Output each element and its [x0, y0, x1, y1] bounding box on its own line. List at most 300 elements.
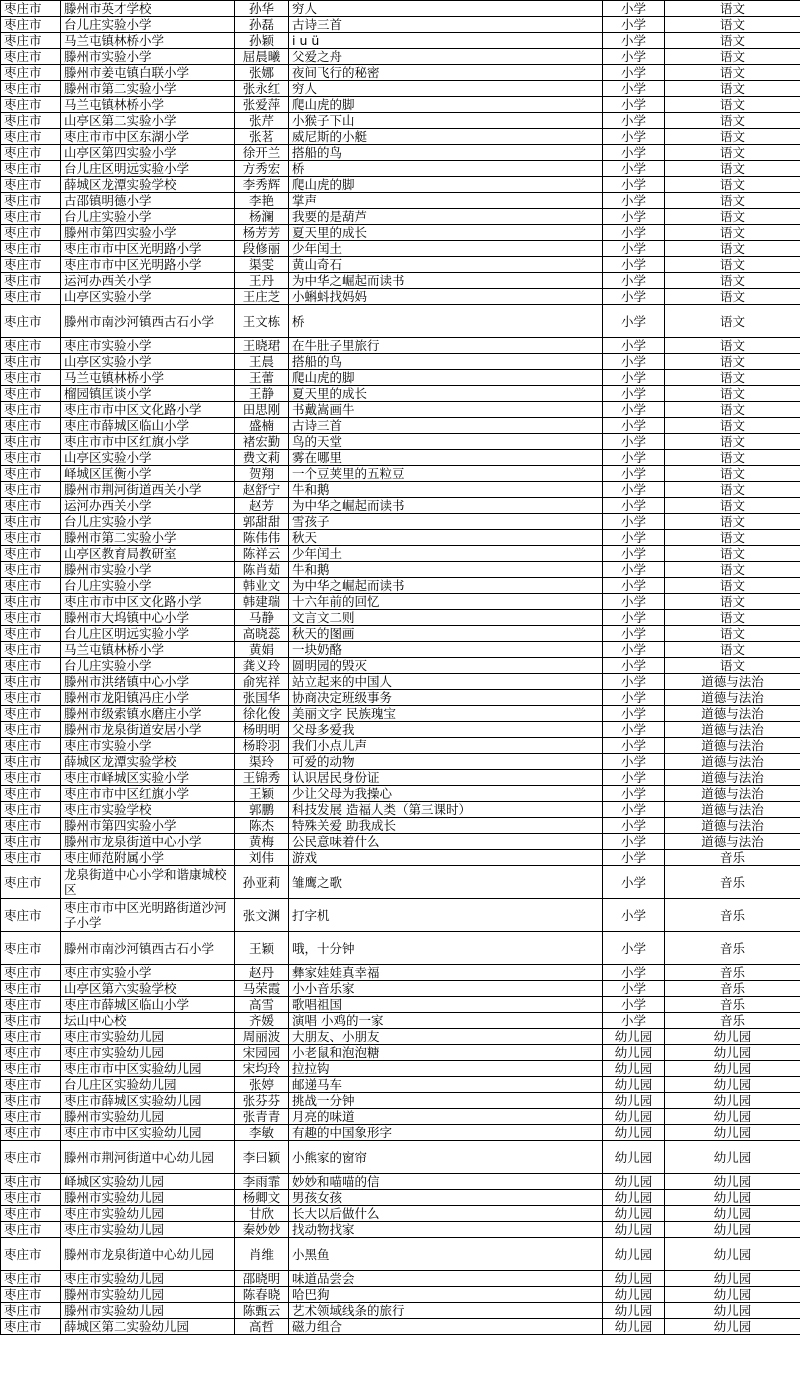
cell-title: 妙妙和喵喵的信 — [289, 1174, 603, 1190]
cell-level: 幼儿园 — [603, 1174, 665, 1190]
cell-city: 枣庄市 — [1, 802, 61, 818]
cell-subject: 音乐 — [665, 866, 800, 899]
cell-name: 王蕾 — [235, 370, 289, 386]
cell-level: 小学 — [603, 209, 665, 225]
cell-subject: 语文 — [665, 418, 800, 434]
cell-city: 枣庄市 — [1, 97, 61, 113]
cell-title: 可爱的动物 — [289, 754, 603, 770]
table-row — [1, 338, 800, 354]
cell-subject: 幼儿园 — [665, 1125, 800, 1141]
cell-school: 山亭区教育局教研室 — [61, 546, 235, 562]
cell-subject: 语文 — [665, 466, 800, 482]
cell-school: 峄城区匡衡小学 — [61, 466, 235, 482]
cell-level: 小学 — [603, 981, 665, 997]
cell-city: 枣庄市 — [1, 786, 61, 802]
cell-school: 滕州市实验幼儿园 — [61, 1303, 235, 1319]
cell-level: 幼儿园 — [603, 1206, 665, 1222]
cell-level: 小学 — [603, 834, 665, 850]
table-row — [1, 754, 800, 770]
cell-title: 牛和鹅 — [289, 482, 603, 498]
cell-name: 赵丹 — [235, 965, 289, 981]
table-row — [1, 706, 800, 722]
cell-subject: 道德与法治 — [665, 802, 800, 818]
cell-title: 长大以后做什么 — [289, 1206, 603, 1222]
table-row — [1, 802, 800, 818]
cell-name: 张婷 — [235, 1077, 289, 1093]
cell-school: 坛山中心校 — [61, 1013, 235, 1029]
cell-school: 薛城区龙潭实验学校 — [61, 177, 235, 193]
cell-city: 枣庄市 — [1, 642, 61, 658]
cell-city: 枣庄市 — [1, 754, 61, 770]
cell-city: 枣庄市 — [1, 1206, 61, 1222]
cell-subject: 语文 — [665, 338, 800, 354]
cell-level: 小学 — [603, 17, 665, 33]
cell-school: 枣庄市市中区光明路小学 — [61, 241, 235, 257]
cell-city: 枣庄市 — [1, 434, 61, 450]
cell-subject: 语文 — [665, 370, 800, 386]
cell-level: 小学 — [603, 145, 665, 161]
cell-city: 枣庄市 — [1, 626, 61, 642]
cell-city: 枣庄市 — [1, 49, 61, 65]
cell-subject: 道德与法治 — [665, 834, 800, 850]
cell-city: 枣庄市 — [1, 1174, 61, 1190]
table-row — [1, 97, 800, 113]
cell-level: 小学 — [603, 786, 665, 802]
table-row — [1, 1, 800, 17]
table-row — [1, 482, 800, 498]
cell-city: 枣庄市 — [1, 161, 61, 177]
cell-name: 张芹 — [235, 113, 289, 129]
cell-school: 滕州市洪绪镇中心小学 — [61, 674, 235, 690]
cell-city: 枣庄市 — [1, 850, 61, 866]
table-row — [1, 1222, 800, 1238]
cell-name: 杨聆羽 — [235, 738, 289, 754]
cell-city: 枣庄市 — [1, 386, 61, 402]
cell-name: 黄梅 — [235, 834, 289, 850]
cell-title: 为中华之崛起而读书 — [289, 578, 603, 594]
cell-level: 小学 — [603, 899, 665, 932]
cell-subject: 幼儿园 — [665, 1206, 800, 1222]
cell-subject: 语文 — [665, 145, 800, 161]
cell-city: 枣庄市 — [1, 965, 61, 981]
cell-name: 王丹 — [235, 273, 289, 289]
cell-level: 幼儿园 — [603, 1271, 665, 1287]
table-row — [1, 1303, 800, 1319]
cell-level: 小学 — [603, 338, 665, 354]
cell-subject: 音乐 — [665, 997, 800, 1013]
cell-title: 味道品尝会 — [289, 1271, 603, 1287]
cell-title: 在牛肚子里旅行 — [289, 338, 603, 354]
cell-school: 滕州市南沙河镇西古石小学 — [61, 305, 235, 338]
cell-city: 枣庄市 — [1, 578, 61, 594]
table-row — [1, 1093, 800, 1109]
cell-city: 枣庄市 — [1, 450, 61, 466]
table-row — [1, 1319, 800, 1335]
table-row — [1, 129, 800, 145]
cell-title: 男孩女孩 — [289, 1190, 603, 1206]
cell-school: 薛城区龙潭实验学校 — [61, 754, 235, 770]
cell-level: 幼儿园 — [603, 1077, 665, 1093]
cell-title: 夜间飞行的秘密 — [289, 65, 603, 81]
cell-school: 山亭区实验小学 — [61, 450, 235, 466]
cell-level: 小学 — [603, 161, 665, 177]
cell-title: 圆明园的毁灭 — [289, 658, 603, 674]
cell-city: 枣庄市 — [1, 177, 61, 193]
cell-subject: 语文 — [665, 65, 800, 81]
table-row — [1, 1077, 800, 1093]
cell-subject: 幼儿园 — [665, 1093, 800, 1109]
table-row — [1, 17, 800, 33]
table-row — [1, 1238, 800, 1271]
cell-level: 幼儿园 — [603, 1303, 665, 1319]
cell-name: 张芬芬 — [235, 1093, 289, 1109]
cell-subject: 语文 — [665, 81, 800, 97]
cell-name: 赵芳 — [235, 498, 289, 514]
cell-subject: 语文 — [665, 241, 800, 257]
cell-school: 山亭区实验小学 — [61, 289, 235, 305]
cell-level: 小学 — [603, 129, 665, 145]
cell-title: 打字机 — [289, 899, 603, 932]
cell-title: 彝家娃娃真幸福 — [289, 965, 603, 981]
cell-level: 小学 — [603, 610, 665, 626]
cell-city: 枣庄市 — [1, 1093, 61, 1109]
cell-subject: 语文 — [665, 610, 800, 626]
cell-city: 枣庄市 — [1, 1061, 61, 1077]
cell-school: 台儿庄实验小学 — [61, 514, 235, 530]
cell-school: 枣庄市实验幼儿园 — [61, 1271, 235, 1287]
cell-title: 哈巴狗 — [289, 1287, 603, 1303]
cell-city: 枣庄市 — [1, 81, 61, 97]
cell-name: 张爱萍 — [235, 97, 289, 113]
cell-name: 高晓蕊 — [235, 626, 289, 642]
cell-subject: 道德与法治 — [665, 786, 800, 802]
cell-name: 王庄芝 — [235, 289, 289, 305]
cell-subject: 语文 — [665, 177, 800, 193]
cell-school: 滕州市第二实验小学 — [61, 530, 235, 546]
table-row — [1, 1174, 800, 1190]
cell-name: 李曰颖 — [235, 1141, 289, 1174]
table-row — [1, 578, 800, 594]
cell-name: 段修丽 — [235, 241, 289, 257]
cell-title: 古诗三首 — [289, 17, 603, 33]
table-row — [1, 658, 800, 674]
cell-name: 张青青 — [235, 1109, 289, 1125]
cell-subject: 语文 — [665, 1, 800, 17]
cell-title: 父爱之舟 — [289, 49, 603, 65]
cell-level: 小学 — [603, 33, 665, 49]
cell-title: 十六年前的回忆 — [289, 594, 603, 610]
cell-school: 滕州市实验幼儿园 — [61, 1287, 235, 1303]
cell-subject: 幼儿园 — [665, 1190, 800, 1206]
cell-subject: 语文 — [665, 161, 800, 177]
cell-name: 孙亚莉 — [235, 866, 289, 899]
cell-subject: 音乐 — [665, 965, 800, 981]
cell-level: 小学 — [603, 546, 665, 562]
cell-level: 小学 — [603, 997, 665, 1013]
cell-level: 幼儿园 — [603, 1190, 665, 1206]
table-row — [1, 1109, 800, 1125]
cell-subject: 语文 — [665, 17, 800, 33]
cell-subject: 语文 — [665, 289, 800, 305]
cell-subject: 幼儿园 — [665, 1238, 800, 1271]
cell-title: 月亮的味道 — [289, 1109, 603, 1125]
table-row — [1, 1190, 800, 1206]
cell-city: 枣庄市 — [1, 722, 61, 738]
cell-level: 小学 — [603, 722, 665, 738]
cell-level: 小学 — [603, 578, 665, 594]
cell-level: 幼儿园 — [603, 1287, 665, 1303]
cell-level: 小学 — [603, 273, 665, 289]
cell-name: 孙颖 — [235, 33, 289, 49]
cell-school: 枣庄市实验幼儿园 — [61, 1206, 235, 1222]
cell-school: 枣庄市市中区光明路街道沙河子小学 — [61, 899, 235, 932]
cell-school: 枣庄市薛城区实验幼儿园 — [61, 1093, 235, 1109]
cell-subject: 语文 — [665, 257, 800, 273]
cell-school: 运河办西关小学 — [61, 498, 235, 514]
cell-title: 为中华之崛起而读书 — [289, 273, 603, 289]
table-row — [1, 1061, 800, 1077]
cell-school: 台儿庄实验小学 — [61, 658, 235, 674]
cell-subject: 道德与法治 — [665, 818, 800, 834]
cell-title: 桥 — [289, 161, 603, 177]
table-row — [1, 850, 800, 866]
table-row — [1, 562, 800, 578]
cell-title: 科技发展 造福人类（第三课时） — [289, 802, 603, 818]
table-row — [1, 530, 800, 546]
table-row — [1, 1125, 800, 1141]
cell-school: 山亭区实验小学 — [61, 354, 235, 370]
cell-level: 小学 — [603, 370, 665, 386]
cell-name: 秦妙妙 — [235, 1222, 289, 1238]
cell-city: 枣庄市 — [1, 546, 61, 562]
table-body — [1, 1, 800, 1335]
cell-subject: 语文 — [665, 450, 800, 466]
cell-name: 徐化俊 — [235, 706, 289, 722]
cell-title: 小小音乐家 — [289, 981, 603, 997]
cell-city: 枣庄市 — [1, 997, 61, 1013]
cell-city: 枣庄市 — [1, 402, 61, 418]
cell-subject: 语文 — [665, 626, 800, 642]
cell-name: 邵晓明 — [235, 1271, 289, 1287]
cell-subject: 语文 — [665, 386, 800, 402]
cell-title: 找动物找家 — [289, 1222, 603, 1238]
cell-title: 特殊关爱 助我成长 — [289, 818, 603, 834]
cell-level: 小学 — [603, 434, 665, 450]
cell-name: 贺翔 — [235, 466, 289, 482]
cell-title: 游戏 — [289, 850, 603, 866]
cell-title: 爬山虎的脚 — [289, 370, 603, 386]
cell-name: 陈春晓 — [235, 1287, 289, 1303]
cell-school: 枣庄市实验小学 — [61, 738, 235, 754]
cell-school: 滕州市龙阳镇冯庄小学 — [61, 690, 235, 706]
cell-title: 雏鹰之歌 — [289, 866, 603, 899]
cell-city: 枣庄市 — [1, 514, 61, 530]
cell-subject: 幼儿园 — [665, 1141, 800, 1174]
cell-name: 李秀辉 — [235, 177, 289, 193]
cell-level: 小学 — [603, 626, 665, 642]
cell-school: 滕州市实验小学 — [61, 49, 235, 65]
cell-city: 枣庄市 — [1, 674, 61, 690]
cell-title: 磁力组合 — [289, 1319, 603, 1335]
cell-school: 龙泉街道中心小学和谐康城校区 — [61, 866, 235, 899]
cell-level: 小学 — [603, 562, 665, 578]
cell-name: 渠玲 — [235, 754, 289, 770]
cell-city: 枣庄市 — [1, 225, 61, 241]
cell-subject: 语文 — [665, 33, 800, 49]
cell-city: 枣庄市 — [1, 562, 61, 578]
cell-school: 古邵镇明德小学 — [61, 193, 235, 209]
cell-title: 搭船的鸟 — [289, 145, 603, 161]
cell-subject: 幼儿园 — [665, 1271, 800, 1287]
cell-title: 掌声 — [289, 193, 603, 209]
cell-city: 枣庄市 — [1, 1077, 61, 1093]
cell-level: 小学 — [603, 770, 665, 786]
cell-name: 方秀宏 — [235, 161, 289, 177]
cell-city: 枣庄市 — [1, 1287, 61, 1303]
table-row — [1, 418, 800, 434]
cell-name: 褚宏勤 — [235, 434, 289, 450]
cell-city: 枣庄市 — [1, 498, 61, 514]
cell-subject: 语文 — [665, 578, 800, 594]
cell-title: 雪孩子 — [289, 514, 603, 530]
table-row — [1, 386, 800, 402]
table-row — [1, 354, 800, 370]
cell-level: 小学 — [603, 354, 665, 370]
table-row — [1, 209, 800, 225]
cell-level: 小学 — [603, 674, 665, 690]
table-row — [1, 450, 800, 466]
cell-city: 枣庄市 — [1, 594, 61, 610]
cell-level: 小学 — [603, 690, 665, 706]
cell-city: 枣庄市 — [1, 899, 61, 932]
cell-title: 有趣的中国象形字 — [289, 1125, 603, 1141]
cell-title: 大朋友、小朋友 — [289, 1029, 603, 1045]
table-row — [1, 997, 800, 1013]
cell-subject: 幼儿园 — [665, 1222, 800, 1238]
table-row — [1, 49, 800, 65]
cell-subject: 语文 — [665, 562, 800, 578]
cell-name: 杨芳芳 — [235, 225, 289, 241]
cell-school: 滕州市第四实验小学 — [61, 225, 235, 241]
table-row — [1, 1013, 800, 1029]
cell-city: 枣庄市 — [1, 1045, 61, 1061]
cell-level: 小学 — [603, 225, 665, 241]
cell-name: 刘伟 — [235, 850, 289, 866]
cell-school: 枣庄市市中区文化路小学 — [61, 594, 235, 610]
cell-level: 小学 — [603, 818, 665, 834]
table-row — [1, 33, 800, 49]
cell-title: 穷人 — [289, 1, 603, 17]
table-row — [1, 498, 800, 514]
cell-title: i u ü — [289, 33, 603, 49]
cell-subject: 道德与法治 — [665, 738, 800, 754]
cell-title: 爬山虎的脚 — [289, 97, 603, 113]
cell-school: 台儿庄实验小学 — [61, 578, 235, 594]
cell-level: 小学 — [603, 193, 665, 209]
cell-subject: 语文 — [665, 530, 800, 546]
table-row — [1, 145, 800, 161]
cell-city: 枣庄市 — [1, 706, 61, 722]
cell-name: 郭甜甜 — [235, 514, 289, 530]
cell-subject: 语文 — [665, 209, 800, 225]
cell-city: 枣庄市 — [1, 466, 61, 482]
table-row — [1, 610, 800, 626]
cell-title: 小熊家的窗帘 — [289, 1141, 603, 1174]
cell-school: 枣庄市市中区东湖小学 — [61, 129, 235, 145]
cell-name: 渠雯 — [235, 257, 289, 273]
cell-city: 枣庄市 — [1, 1271, 61, 1287]
cell-subject: 幼儿园 — [665, 1029, 800, 1045]
cell-subject: 道德与法治 — [665, 770, 800, 786]
cell-subject: 音乐 — [665, 1013, 800, 1029]
cell-school: 马兰屯镇林桥小学 — [61, 33, 235, 49]
cell-title: 小黑鱼 — [289, 1238, 603, 1271]
cell-subject: 语文 — [665, 354, 800, 370]
cell-name: 陈肖茹 — [235, 562, 289, 578]
table-row — [1, 594, 800, 610]
cell-subject: 语文 — [665, 113, 800, 129]
cell-city: 枣庄市 — [1, 354, 61, 370]
cell-level: 小学 — [603, 594, 665, 610]
cell-school: 滕州市南沙河镇西古石小学 — [61, 932, 235, 965]
cell-city: 枣庄市 — [1, 370, 61, 386]
cell-name: 郭鹏 — [235, 802, 289, 818]
cell-name: 盛楠 — [235, 418, 289, 434]
cell-title: 威尼斯的小艇 — [289, 129, 603, 145]
cell-name: 高哲 — [235, 1319, 289, 1335]
cell-name: 陈甄云 — [235, 1303, 289, 1319]
cell-level: 小学 — [603, 97, 665, 113]
cell-title: 雾在哪里 — [289, 450, 603, 466]
cell-school: 枣庄市实验幼儿园 — [61, 1029, 235, 1045]
cell-name: 赵舒宁 — [235, 482, 289, 498]
cell-school: 台儿庄区明远实验小学 — [61, 161, 235, 177]
cell-city: 枣庄市 — [1, 1, 61, 17]
cell-school: 山亭区第四实验小学 — [61, 145, 235, 161]
cell-name: 杨明明 — [235, 722, 289, 738]
cell-subject: 音乐 — [665, 850, 800, 866]
cell-name: 孙华 — [235, 1, 289, 17]
cell-name: 陈杰 — [235, 818, 289, 834]
cell-title: 少让父母为我操心 — [289, 786, 603, 802]
cell-title: 认识居民身份证 — [289, 770, 603, 786]
cell-city: 枣庄市 — [1, 129, 61, 145]
cell-name: 王锦秀 — [235, 770, 289, 786]
table-row — [1, 1287, 800, 1303]
cell-city: 枣庄市 — [1, 418, 61, 434]
cell-title: 站立起来的中国人 — [289, 674, 603, 690]
cell-subject: 幼儿园 — [665, 1045, 800, 1061]
table-row — [1, 965, 800, 981]
table-row — [1, 193, 800, 209]
table-row — [1, 738, 800, 754]
cell-subject: 语文 — [665, 273, 800, 289]
cell-subject: 幼儿园 — [665, 1174, 800, 1190]
table-row — [1, 434, 800, 450]
cell-city: 枣庄市 — [1, 1303, 61, 1319]
cell-subject: 语文 — [665, 658, 800, 674]
cell-subject: 语文 — [665, 642, 800, 658]
table-row — [1, 818, 800, 834]
cell-city: 枣庄市 — [1, 338, 61, 354]
cell-subject: 语文 — [665, 482, 800, 498]
cell-level: 小学 — [603, 498, 665, 514]
cell-level: 小学 — [603, 418, 665, 434]
table-row — [1, 674, 800, 690]
cell-subject: 幼儿园 — [665, 1287, 800, 1303]
cell-city: 枣庄市 — [1, 305, 61, 338]
cell-city: 枣庄市 — [1, 1190, 61, 1206]
